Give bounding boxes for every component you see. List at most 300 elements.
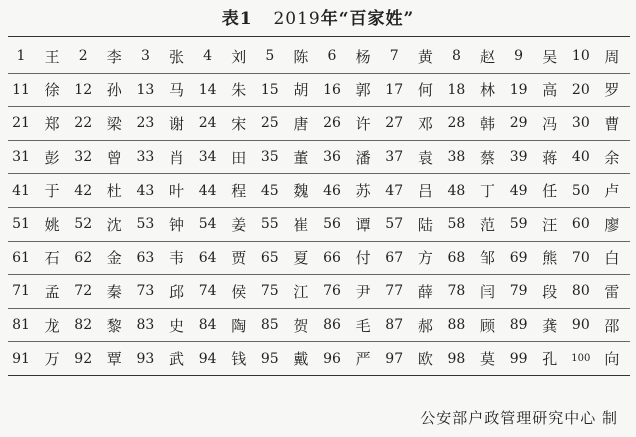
surname: 邱	[169, 282, 185, 301]
surname: 夏	[293, 249, 309, 268]
rank-number: 23	[136, 115, 155, 132]
surname-entry	[8, 147, 70, 168]
table-label: 表1	[221, 9, 253, 29]
surname: 贾	[231, 249, 247, 268]
surname: 杜	[106, 182, 122, 201]
rank-number: 93	[136, 350, 155, 367]
surname-entry	[381, 247, 443, 268]
rank-number: 47	[385, 182, 404, 199]
rank-number: 56	[323, 216, 341, 233]
surname-entry	[257, 348, 319, 369]
surname: 郝	[417, 316, 433, 335]
surname: 莫	[480, 350, 496, 369]
surname-entry	[195, 214, 257, 235]
rank-number: 100	[571, 353, 591, 365]
surname-entry	[381, 113, 443, 134]
rank-number: 75	[260, 283, 279, 300]
surname-entry	[8, 281, 70, 302]
rank-number: 6	[327, 48, 337, 65]
rank-number: 12	[74, 81, 93, 98]
surname-entry	[132, 214, 194, 235]
rank-number: 38	[447, 149, 466, 166]
title-year: 2019	[273, 9, 321, 29]
rank-number: 82	[74, 317, 93, 334]
surname-entry	[195, 113, 257, 134]
surname-entry	[132, 247, 194, 268]
surname-entry	[257, 247, 319, 268]
rank-number: 99	[509, 350, 528, 367]
rank-number: 95	[260, 350, 279, 367]
surname-entry	[195, 79, 257, 100]
table-row	[8, 342, 630, 376]
rank-number: 55	[260, 216, 279, 233]
surname: 孙	[106, 81, 122, 100]
surname-entry	[568, 79, 630, 100]
surname-entry	[568, 147, 630, 168]
surname: 严	[355, 350, 371, 369]
surname-entry	[132, 315, 194, 336]
rank-number: 86	[323, 317, 341, 334]
surname: 欧	[417, 350, 433, 369]
rank-number: 90	[571, 317, 590, 334]
surname: 丁	[480, 182, 496, 201]
surname: 江	[293, 282, 309, 301]
rank-number: 21	[12, 115, 30, 132]
surname: 魏	[293, 182, 309, 201]
rank-number: 98	[447, 350, 466, 367]
surname: 白	[604, 249, 620, 268]
surname: 于	[44, 182, 60, 201]
surname: 朱	[231, 81, 247, 100]
surname-entry	[195, 180, 257, 201]
surname-entry	[506, 147, 568, 168]
surname: 彭	[44, 148, 60, 167]
rank-number: 15	[260, 81, 279, 98]
surname-entry	[443, 180, 505, 201]
surname-entry	[8, 348, 70, 369]
surname: 胡	[293, 81, 309, 100]
surname-entry	[381, 180, 443, 201]
rank-number: 44	[198, 182, 217, 199]
surname: 郭	[355, 81, 371, 100]
rank-number: 29	[509, 115, 528, 132]
rank-number: 66	[323, 249, 341, 266]
surname-entry	[257, 46, 319, 67]
rank-number: 24	[198, 115, 217, 132]
surname-entry	[70, 79, 132, 100]
surname-entry	[381, 348, 443, 369]
rank-number: 36	[323, 149, 341, 166]
surname-entry	[195, 281, 257, 302]
rank-number: 8	[451, 48, 461, 65]
rank-number: 37	[385, 149, 404, 166]
rank-number: 11	[12, 81, 30, 98]
rank-number: 26	[323, 115, 341, 132]
surname: 廖	[604, 215, 620, 234]
table-row	[8, 242, 630, 276]
rank-number: 28	[447, 115, 466, 132]
rank-number: 78	[447, 283, 466, 300]
surname-entry	[568, 281, 630, 302]
surname-entry	[132, 113, 194, 134]
surname: 任	[542, 182, 558, 201]
rank-number: 91	[12, 350, 30, 367]
surname: 郑	[44, 114, 60, 133]
surname-entry	[319, 113, 381, 134]
surname: 向	[604, 350, 620, 369]
rank-number: 50	[571, 182, 590, 199]
table-row	[8, 74, 630, 108]
surname: 田	[231, 148, 247, 167]
surname-entry	[319, 315, 381, 336]
surname: 汪	[542, 215, 558, 234]
rank-number: 65	[260, 249, 279, 266]
surname-entry	[319, 180, 381, 201]
rank-number: 2	[78, 48, 88, 65]
surname-entry	[506, 79, 568, 100]
surname: 闫	[480, 282, 496, 301]
rank-number: 73	[136, 283, 155, 300]
surname: 叶	[169, 182, 185, 201]
surname: 秦	[106, 282, 122, 301]
surname-entry	[443, 247, 505, 268]
surname: 谢	[169, 114, 185, 133]
table-row	[8, 107, 630, 141]
surname: 王	[44, 47, 60, 66]
surname-entry	[506, 281, 568, 302]
surname: 孟	[44, 282, 60, 301]
surname-entry	[70, 113, 132, 134]
table-row	[8, 174, 630, 208]
rank-number: 97	[385, 350, 404, 367]
surname-entry	[195, 247, 257, 268]
surname-entry	[568, 214, 630, 235]
surname: 蔡	[480, 148, 496, 167]
surname-entry	[443, 147, 505, 168]
surname: 许	[355, 114, 371, 133]
rank-number: 76	[323, 283, 341, 300]
surname-entry	[70, 180, 132, 201]
rank-number: 45	[260, 182, 279, 199]
surname: 蒋	[542, 148, 558, 167]
surname-entry	[319, 147, 381, 168]
surname: 范	[480, 215, 496, 234]
surname-entry	[319, 348, 381, 369]
surname: 程	[231, 182, 247, 201]
rank-number: 68	[447, 249, 466, 266]
surname: 万	[44, 350, 60, 369]
surname: 石	[44, 249, 60, 268]
table-row	[8, 309, 630, 343]
rank-number: 81	[12, 317, 30, 334]
surname-entry	[8, 180, 70, 201]
rank-number: 35	[260, 149, 279, 166]
rank-number: 59	[509, 216, 528, 233]
surname-entry	[443, 113, 505, 134]
surname: 吕	[417, 182, 433, 201]
surname-entry	[132, 46, 194, 67]
rank-number: 43	[136, 182, 155, 199]
surname-entry	[70, 348, 132, 369]
rank-number: 49	[509, 182, 528, 199]
surname-entry	[319, 46, 381, 67]
surname: 韦	[169, 249, 185, 268]
surname: 苏	[355, 182, 371, 201]
surname: 罗	[604, 81, 620, 100]
surname: 贺	[293, 316, 309, 335]
surname: 顾	[480, 316, 496, 335]
rank-number: 72	[74, 283, 93, 300]
table-title	[0, 4, 636, 29]
rank-number: 61	[12, 249, 30, 266]
rank-number: 89	[509, 317, 528, 334]
surname: 曹	[604, 114, 620, 133]
surname: 马	[169, 81, 185, 100]
rank-number: 39	[509, 149, 528, 166]
surname-entry	[195, 348, 257, 369]
title-text: 年“百家姓”	[320, 9, 415, 29]
rank-number: 33	[136, 149, 155, 166]
surname-entry	[381, 79, 443, 100]
rank-number: 52	[74, 216, 93, 233]
rank-number: 88	[447, 317, 466, 334]
surname-entry	[443, 348, 505, 369]
surname-entry	[195, 46, 257, 67]
surname: 黎	[106, 316, 122, 335]
surname-entry	[568, 348, 630, 369]
rank-number: 85	[260, 317, 279, 334]
rank-number: 67	[385, 249, 404, 266]
surname: 何	[417, 81, 433, 100]
rank-number: 58	[447, 216, 466, 233]
surname: 钱	[231, 350, 247, 369]
surname: 段	[542, 282, 558, 301]
surname-entry	[257, 79, 319, 100]
rank-number: 14	[198, 81, 217, 98]
rank-number: 48	[447, 182, 466, 199]
surname-entry	[319, 281, 381, 302]
surname-entry	[257, 180, 319, 201]
rank-number: 31	[12, 149, 30, 166]
surname-entry	[257, 214, 319, 235]
rank-number: 40	[571, 149, 590, 166]
rank-number: 83	[136, 317, 155, 334]
rank-number: 69	[509, 249, 528, 266]
source-note: 公安部户政管理研究中心 制	[420, 409, 618, 427]
surname: 付	[355, 249, 371, 268]
surname: 周	[604, 47, 620, 66]
surname: 梁	[106, 114, 122, 133]
surname-entry	[70, 281, 132, 302]
surname-entry	[132, 79, 194, 100]
surname-entry	[506, 180, 568, 201]
surname: 肖	[169, 148, 185, 167]
surname: 黄	[417, 47, 433, 66]
surname: 唐	[293, 114, 309, 133]
rank-number: 57	[385, 216, 404, 233]
surname-entry	[70, 214, 132, 235]
rank-number: 3	[140, 48, 150, 65]
surname: 冯	[542, 114, 558, 133]
rank-number: 41	[12, 182, 30, 199]
surname: 林	[480, 81, 496, 100]
surname: 姜	[231, 215, 247, 234]
rank-number: 18	[447, 81, 466, 98]
surname: 孔	[542, 350, 558, 369]
surname-entry	[506, 348, 568, 369]
surname-entry	[8, 315, 70, 336]
surname-entry	[195, 315, 257, 336]
table-row	[8, 275, 630, 309]
rank-number: 94	[198, 350, 217, 367]
surname-entry	[381, 315, 443, 336]
table-row	[8, 40, 630, 74]
surname: 薛	[417, 282, 433, 301]
surname-entry	[443, 46, 505, 67]
surname: 杨	[355, 47, 371, 66]
surname-entry	[568, 113, 630, 134]
top-rule	[8, 36, 630, 37]
surname-entry	[132, 348, 194, 369]
surname-entry	[443, 281, 505, 302]
table-row	[8, 208, 630, 242]
rank-number: 77	[385, 283, 404, 300]
rank-number: 46	[323, 182, 341, 199]
rank-number: 71	[12, 283, 30, 300]
surname-entry	[568, 247, 630, 268]
surname: 龚	[542, 316, 558, 335]
rank-number: 79	[509, 283, 528, 300]
rank-number: 54	[198, 216, 217, 233]
surname: 崔	[293, 215, 309, 234]
surname-entry	[381, 46, 443, 67]
rank-number: 19	[509, 81, 528, 98]
surname-entry	[132, 180, 194, 201]
surname-entry	[70, 315, 132, 336]
rank-number: 30	[571, 115, 590, 132]
rank-number: 27	[385, 115, 404, 132]
surname-entry	[319, 214, 381, 235]
surname-entry	[506, 214, 568, 235]
surname: 陆	[417, 215, 433, 234]
rank-number: 96	[323, 350, 341, 367]
surname: 尹	[355, 282, 371, 301]
surname-entry	[506, 315, 568, 336]
surname: 金	[106, 249, 122, 268]
rank-number: 63	[136, 249, 155, 266]
surname-entry	[132, 147, 194, 168]
rank-number: 42	[74, 182, 93, 199]
surname: 史	[169, 316, 185, 335]
surname-entry	[568, 315, 630, 336]
surname: 张	[169, 47, 185, 66]
surname-entry	[443, 79, 505, 100]
surname-entry	[257, 147, 319, 168]
surname: 刘	[231, 47, 247, 66]
rank-number: 87	[385, 317, 404, 334]
surname-entry	[506, 247, 568, 268]
rank-number: 10	[571, 48, 590, 65]
surname-entry	[8, 113, 70, 134]
surname: 陶	[231, 316, 247, 335]
surname: 曾	[106, 148, 122, 167]
rank-number: 74	[198, 283, 217, 300]
surname-entry	[443, 315, 505, 336]
surname: 姚	[44, 215, 60, 234]
surname: 邵	[604, 316, 620, 335]
surname-entry	[381, 214, 443, 235]
surname-entry	[319, 247, 381, 268]
surname-entry	[506, 46, 568, 67]
surname: 龙	[44, 316, 60, 335]
rank-number: 25	[260, 115, 279, 132]
rank-number: 70	[571, 249, 590, 266]
rank-number: 32	[74, 149, 93, 166]
surname: 雷	[604, 282, 620, 301]
rank-number: 92	[74, 350, 93, 367]
surname: 覃	[106, 350, 122, 369]
rank-number: 5	[265, 48, 275, 65]
rank-number: 62	[74, 249, 93, 266]
surname-entry	[568, 46, 630, 67]
surname: 陈	[293, 47, 309, 66]
surname: 董	[293, 148, 309, 167]
surname-entry	[443, 214, 505, 235]
surname: 熊	[542, 249, 558, 268]
surname: 邹	[480, 249, 496, 268]
surname: 钟	[169, 215, 185, 234]
rank-number: 22	[74, 115, 93, 132]
surname: 余	[604, 148, 620, 167]
surname: 毛	[355, 316, 371, 335]
surname: 潘	[355, 148, 371, 167]
rank-number: 20	[571, 81, 590, 98]
surname-entry	[568, 180, 630, 201]
rank-number: 16	[323, 81, 341, 98]
surname-entry	[319, 79, 381, 100]
surname: 赵	[480, 47, 496, 66]
surname: 韩	[480, 114, 496, 133]
surname-entry	[8, 79, 70, 100]
rank-number: 60	[571, 216, 590, 233]
surname-table	[8, 40, 630, 376]
surname: 邓	[417, 114, 433, 133]
surname-entry	[381, 281, 443, 302]
surname-entry	[506, 113, 568, 134]
surname-entry	[257, 315, 319, 336]
rank-number: 17	[385, 81, 404, 98]
surname: 方	[417, 249, 433, 268]
surname-entry	[381, 147, 443, 168]
rank-number: 34	[198, 149, 217, 166]
surname: 戴	[293, 350, 309, 369]
rank-number: 7	[389, 48, 399, 65]
surname-entry	[70, 247, 132, 268]
surname: 徐	[44, 81, 60, 100]
surname-entry	[257, 281, 319, 302]
surname-entry	[132, 281, 194, 302]
surname: 谭	[355, 215, 371, 234]
rank-number: 9	[514, 48, 524, 65]
surname-entry	[70, 147, 132, 168]
table-row	[8, 141, 630, 175]
rank-number: 13	[136, 81, 155, 98]
surname: 侯	[231, 282, 247, 301]
rank-number: 1	[16, 48, 26, 65]
rank-number: 51	[12, 216, 30, 233]
surname-entry	[257, 113, 319, 134]
rank-number: 84	[198, 317, 217, 334]
